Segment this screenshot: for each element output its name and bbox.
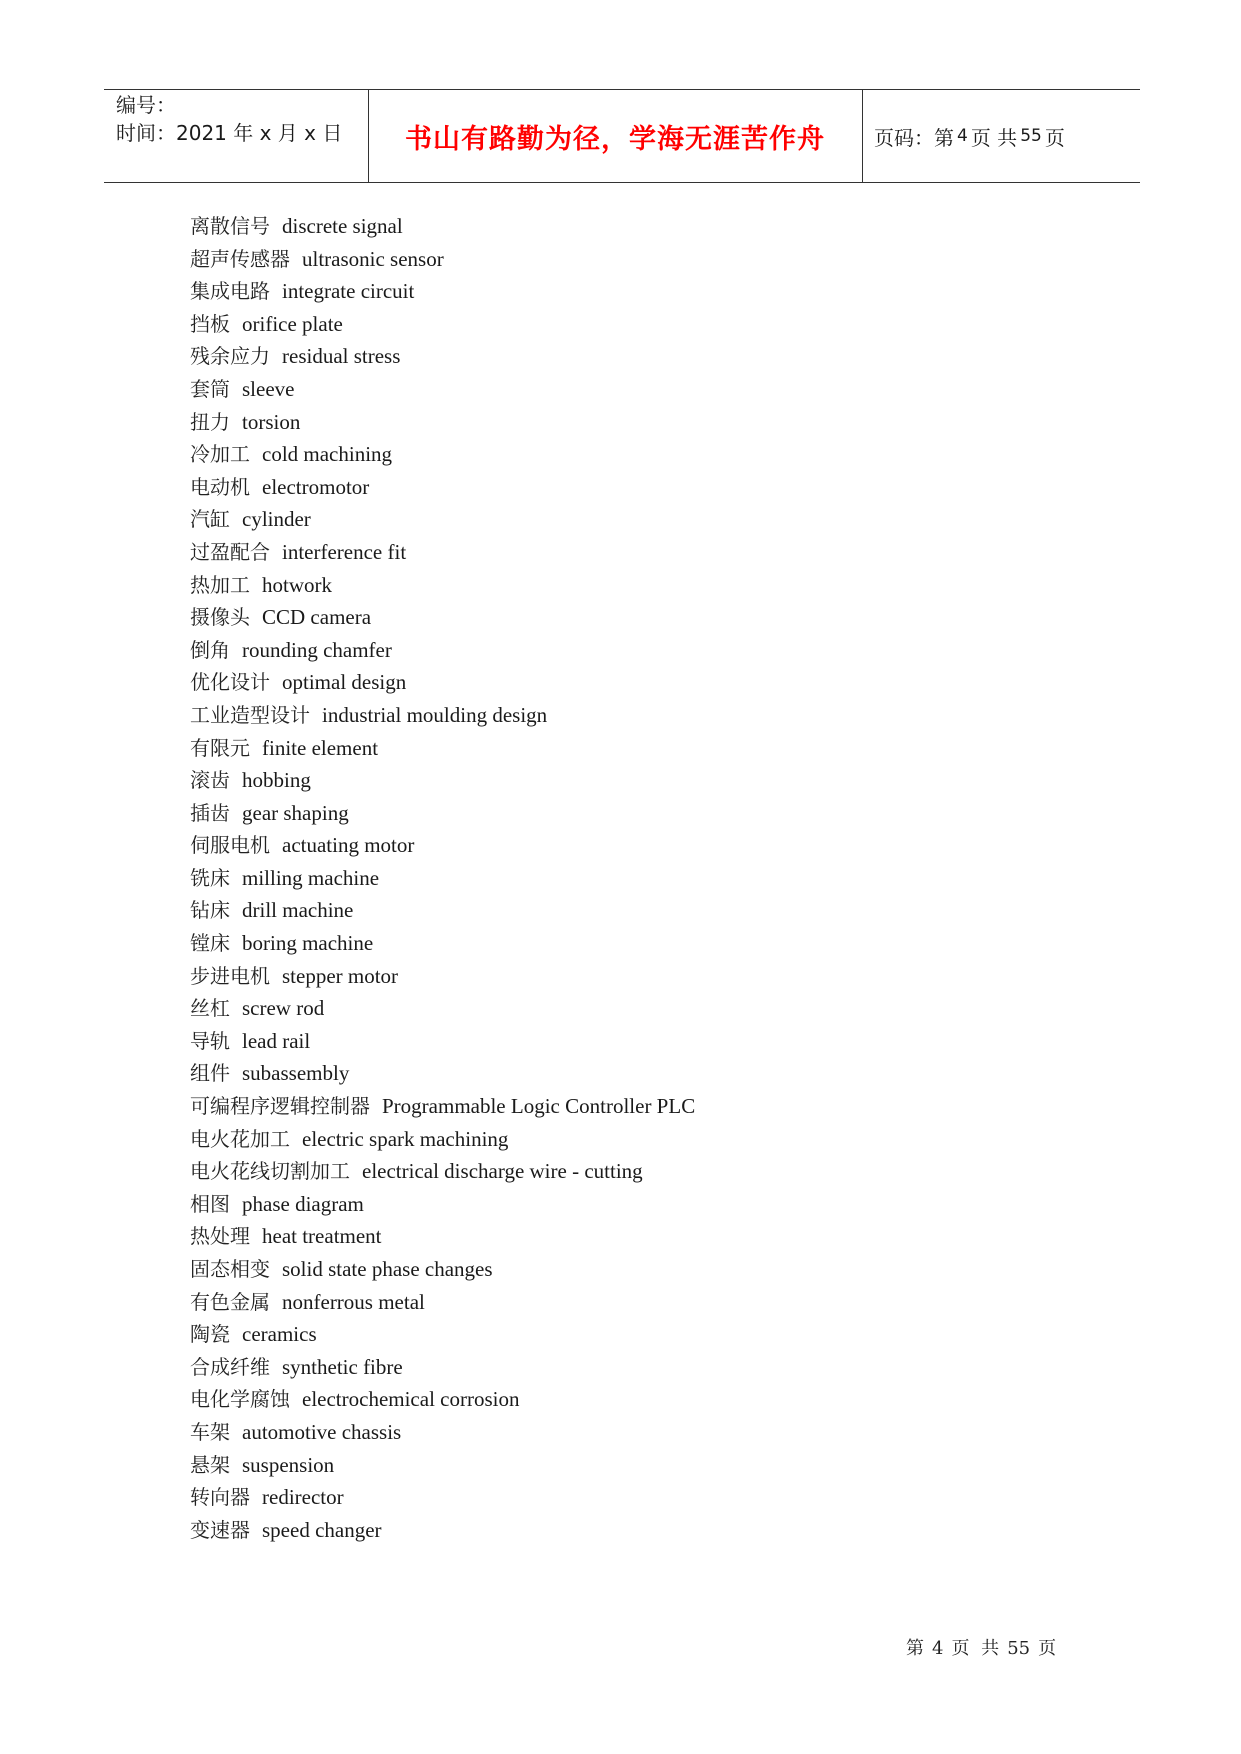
page-header <box>104 89 1140 183</box>
term-english: milling machine <box>242 865 380 890</box>
term-english: Programmable Logic Controller PLC <box>382 1094 696 1119</box>
term-chinese: 车架 <box>190 1419 230 1444</box>
footer-prefix: 第 <box>906 1638 924 1659</box>
term-chinese: 插齿 <box>190 800 230 825</box>
term-chinese: 悬架 <box>190 1452 230 1477</box>
glossary-term <box>190 960 695 993</box>
term-chinese: 优化设计 <box>190 670 270 695</box>
glossary-term <box>190 503 695 536</box>
term-english: ceramics <box>242 1322 317 1347</box>
term-english: cylinder <box>242 507 311 532</box>
term-english: speed changer <box>262 1517 382 1542</box>
glossary-term <box>190 1025 695 1058</box>
term-chinese: 电化学腐蚀 <box>190 1387 290 1412</box>
term-chinese: 导轨 <box>190 1028 230 1053</box>
glossary-term <box>190 764 695 797</box>
term-chinese: 转向器 <box>190 1485 250 1510</box>
term-chinese: 倒角 <box>190 637 230 662</box>
term-chinese: 陶瓷 <box>190 1322 230 1347</box>
term-english: electromotor <box>262 474 370 499</box>
term-chinese: 组件 <box>190 1061 230 1086</box>
term-english: hobbing <box>242 768 311 793</box>
term-chinese: 超声传感器 <box>190 246 290 271</box>
term-english: sleeve <box>242 376 295 401</box>
term-english: integrate circuit <box>282 279 415 304</box>
glossary-term <box>190 1351 695 1384</box>
glossary-term <box>190 829 695 862</box>
term-english: synthetic fibre <box>282 1354 403 1379</box>
term-chinese: 镗床 <box>190 931 230 956</box>
term-english: screw rod <box>242 996 325 1021</box>
glossary-term <box>190 699 695 732</box>
footer-current: 4 <box>932 1638 944 1659</box>
term-english: hotwork <box>262 572 332 597</box>
term-chinese: 热处理 <box>190 1224 250 1249</box>
glossary-term <box>190 471 695 504</box>
term-chinese: 电动机 <box>190 474 250 499</box>
glossary-term <box>190 894 695 927</box>
page-current: 4 <box>957 126 968 146</box>
glossary-term <box>190 406 695 439</box>
glossary-term <box>190 210 695 243</box>
term-chinese: 摄像头 <box>190 605 250 630</box>
term-chinese: 残余应力 <box>190 344 270 369</box>
document-time-label: 时间：2021 年 x 月 x 日 <box>116 121 343 145</box>
term-chinese: 离散信号 <box>190 214 270 238</box>
glossary-term <box>190 275 695 308</box>
glossary-term <box>190 373 695 406</box>
term-chinese: 汽缸 <box>190 507 230 532</box>
page-prefix: 页码：第 <box>874 125 954 150</box>
glossary-term <box>190 992 695 1025</box>
term-english: nonferrous metal <box>282 1289 425 1314</box>
term-chinese: 变速器 <box>190 1517 250 1542</box>
term-chinese: 电火花加工 <box>190 1126 290 1151</box>
glossary-term <box>190 1286 695 1319</box>
term-english: drill machine <box>242 898 354 923</box>
glossary-term <box>190 666 695 699</box>
term-chinese: 电火花线切割加工 <box>190 1159 350 1184</box>
term-english: torsion <box>242 409 301 434</box>
term-english: automotive chassis <box>242 1419 402 1444</box>
term-english: CCD camera <box>262 605 372 630</box>
glossary-term <box>190 1318 695 1351</box>
term-chinese: 套筒 <box>190 376 230 401</box>
term-chinese: 钻床 <box>190 898 230 923</box>
term-english: ultrasonic sensor <box>302 246 444 271</box>
page-total: 55 <box>1020 126 1042 146</box>
header-page-indicator <box>862 90 1140 182</box>
term-english: gear shaping <box>242 800 349 825</box>
term-english: residual stress <box>282 344 401 369</box>
glossary-term <box>190 862 695 895</box>
glossary-term <box>190 1481 695 1514</box>
page-footer <box>906 1634 1064 1660</box>
glossary-term <box>190 1057 695 1090</box>
page-mid: 页 共 <box>970 125 1018 150</box>
glossary-term <box>190 1383 695 1416</box>
glossary-term <box>190 536 695 569</box>
glossary-term <box>190 1514 695 1547</box>
glossary-term <box>190 1090 695 1123</box>
term-english: industrial moulding design <box>322 702 548 727</box>
term-chinese: 丝杠 <box>190 996 230 1021</box>
footer-suffix: 页 <box>1038 1638 1057 1659</box>
glossary-term <box>190 1155 695 1188</box>
term-chinese: 固态相变 <box>190 1257 270 1281</box>
term-english: orifice plate <box>242 311 343 336</box>
footer-total: 55 <box>1007 1638 1031 1659</box>
glossary-term <box>190 243 695 276</box>
header-meta-cell <box>104 90 369 182</box>
term-english: heat treatment <box>262 1224 382 1249</box>
glossary-term <box>190 1416 695 1449</box>
term-chinese: 挡板 <box>190 311 230 336</box>
term-english: cold machining <box>262 442 393 467</box>
term-chinese: 工业造型设计 <box>190 702 310 727</box>
term-chinese: 相图 <box>190 1191 230 1216</box>
term-english: rounding chamfer <box>242 637 392 662</box>
glossary-term <box>190 340 695 373</box>
glossary-term <box>190 308 695 341</box>
term-english: optimal design <box>282 670 407 695</box>
term-english: solid state phase changes <box>282 1257 493 1281</box>
term-chinese: 步进电机 <box>190 963 270 988</box>
term-chinese: 热加工 <box>190 572 250 597</box>
term-chinese: 合成纤维 <box>190 1354 270 1379</box>
term-chinese: 伺服电机 <box>190 833 270 858</box>
term-english: stepper motor <box>282 963 399 988</box>
term-chinese: 扭力 <box>190 409 230 434</box>
glossary-term <box>190 732 695 765</box>
term-chinese: 有色金属 <box>190 1289 270 1314</box>
glossary-term <box>190 927 695 960</box>
header-motto: 书山有路勤为径，学海无涯苦作舟 <box>368 90 863 182</box>
term-english: electrochemical corrosion <box>302 1387 520 1412</box>
glossary-term <box>190 569 695 602</box>
glossary-term <box>190 634 695 667</box>
term-english: electrical discharge wire - cutting <box>362 1159 643 1184</box>
term-chinese: 集成电路 <box>190 279 270 304</box>
term-english: lead rail <box>242 1028 311 1053</box>
glossary-term <box>190 1253 695 1286</box>
term-english: finite element <box>262 735 379 760</box>
glossary-term <box>190 601 695 634</box>
term-english: actuating motor <box>282 833 415 858</box>
term-english: interference fit <box>282 539 407 564</box>
term-english: electric spark machining <box>302 1126 509 1151</box>
term-chinese: 铣床 <box>190 865 230 890</box>
glossary-term <box>190 1220 695 1253</box>
term-chinese: 有限元 <box>190 735 250 760</box>
glossary-term <box>190 1449 695 1482</box>
term-chinese: 冷加工 <box>190 442 250 467</box>
glossary-term <box>190 797 695 830</box>
term-chinese: 滚齿 <box>190 768 230 793</box>
term-chinese: 可编程序逻辑控制器 <box>190 1094 370 1119</box>
term-chinese: 过盈配合 <box>190 539 270 564</box>
glossary-term <box>190 1188 695 1221</box>
term-english: boring machine <box>242 931 374 956</box>
glossary-term <box>190 1123 695 1156</box>
footer-mid: 页 共 <box>951 1638 1000 1659</box>
term-english: suspension <box>242 1452 335 1477</box>
term-english: discrete signal <box>282 214 403 238</box>
document-number-label: 编号： <box>116 93 176 117</box>
term-english: subassembly <box>242 1061 350 1086</box>
term-english: redirector <box>262 1485 344 1510</box>
glossary-list <box>190 210 695 1546</box>
glossary-term <box>190 438 695 471</box>
term-english: phase diagram <box>242 1191 364 1216</box>
page-suffix: 页 <box>1044 125 1065 150</box>
